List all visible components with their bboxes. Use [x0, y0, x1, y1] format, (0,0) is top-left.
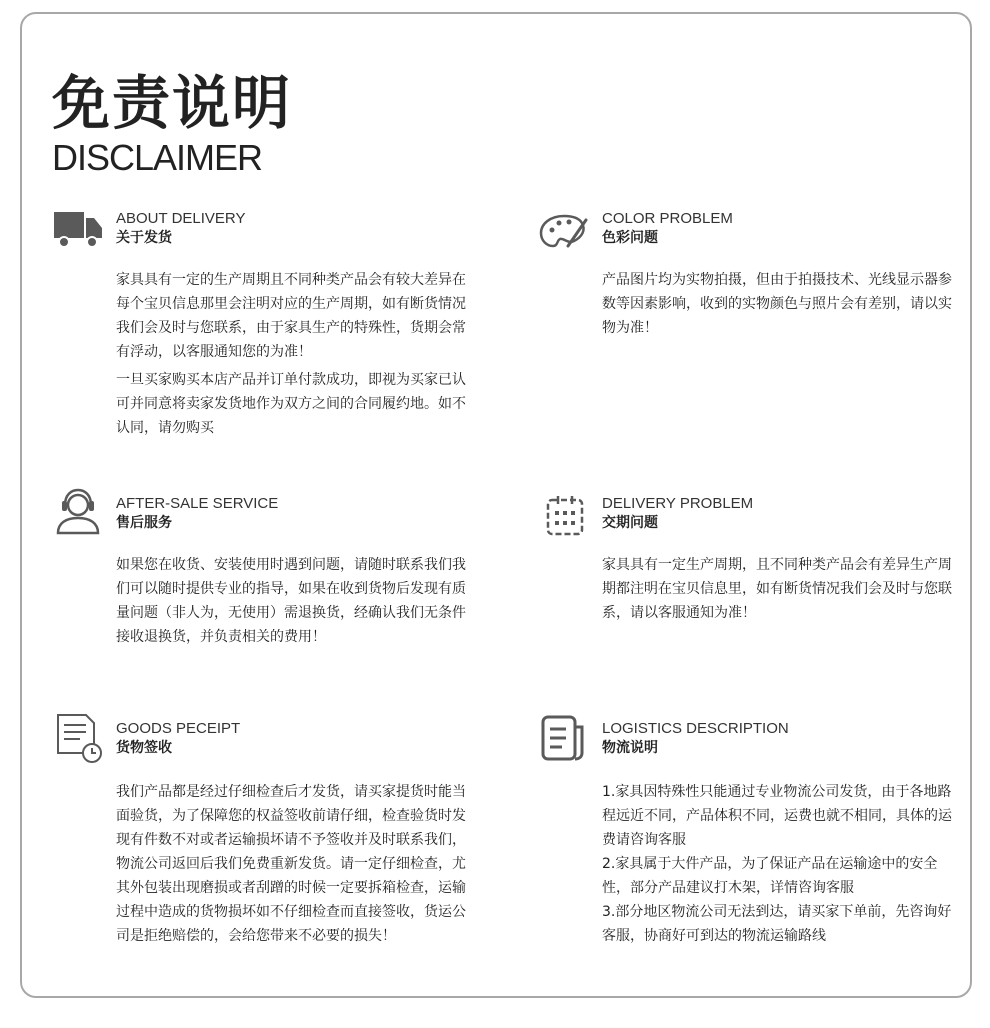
- section-heading-cn: 售后服务: [116, 515, 172, 531]
- section-body: [602, 780, 958, 948]
- section-body: [116, 553, 472, 653]
- section-body: [602, 268, 958, 344]
- paragraph: 我们产品都是经过仔细检查后才发货，请买家提货时能当面验货，为了保障您的权益签收前请仔细，检查验货时发现有件数不对或者运输损坏请不予签收并及时联系我们，物流公司返回后我们免费重新发货。请一定仔细检查，尤其外包装出现磨损或者刮蹭的时候一定要拆箱检查，运输过程中造成的货物损坏如不仔细检查而直接签收，货运公司是拒绝赔偿的，会给您带来不必要的损失！: [116, 784, 466, 944]
- section-body: [602, 553, 958, 629]
- truck-icon: [52, 210, 104, 258]
- section-heading-en: GOODS PECEIPT: [116, 720, 241, 737]
- section-heading-cn: 关于发货: [116, 230, 172, 246]
- palette-icon: [538, 210, 590, 258]
- paragraph: 产品图片均为实物拍摄，但由于拍摄技术、光线显示器参数等因素影响，收到的实物颜色与照片会有差别，请以实物为准！: [602, 272, 952, 336]
- headset-icon: [52, 485, 104, 537]
- document-clock-icon: [52, 710, 104, 764]
- paragraph: 如果您在收货、安装使用时遇到问题，请随时联系我们我们可以随时提供专业的指导，如果在收到货物后发现有质量问题（非人为，无使用）需退换货，经确认我们无条件接收退换货，并负责相关的费用！: [116, 557, 466, 645]
- section-heading-cn: 货物签收: [116, 740, 172, 756]
- paragraph: 3.部分地区物流公司无法到达，请买家下单前，先咨询好客服，协商好可到达的物流运输路线: [602, 904, 952, 944]
- section-heading-en: AFTER-SALE SERVICE: [116, 495, 279, 512]
- page-subtitle: DISCLAIMER: [52, 137, 263, 178]
- section-heading-cn: 物流说明: [602, 740, 658, 756]
- document-icon: [538, 710, 590, 764]
- section-heading-en: LOGISTICS DESCRIPTION: [602, 720, 789, 737]
- paragraph: 2.家具属于大件产品，为了保证产品在运输途中的安全性，部分产品建议打木架，详情咨询客服: [602, 856, 938, 896]
- section-body: [116, 780, 472, 952]
- calendar-icon: [538, 495, 590, 543]
- paragraph: 家具具有一定的生产周期且不同种类产品会有较大差异在每个宝贝信息那里会注明对应的生产周期，如有断货情况我们会及时与您联系，由于家具生产的特殊性，货期会常有浮动，以客服通知您的为准！: [116, 272, 466, 360]
- section-body: [116, 268, 472, 444]
- paragraph: 一旦买家购买本店产品并订单付款成功，即视为买家已认可并同意将卖家发货地作为双方之间的合同履约地。如不认同，请勿购买: [116, 372, 466, 436]
- section-heading-cn: 交期问题: [602, 515, 658, 531]
- section-heading-en: ABOUT DELIVERY: [116, 210, 246, 227]
- section-heading-en: COLOR PROBLEM: [602, 210, 733, 227]
- page-title: 免责说明: [52, 69, 293, 137]
- paragraph: 家具具有一定生产周期，且不同种类产品会有差异生产周期都注明在宝贝信息里，如有断货情况我们会及时与您联系，请以客服通知为准！: [602, 557, 952, 621]
- section-heading-cn: 色彩问题: [602, 230, 658, 246]
- paragraph: 1.家具因特殊性只能通过专业物流公司发货，由于各地路程远近不同，产品体积不同，运费也就不相同，具体的运费请咨询客服: [602, 784, 952, 848]
- section-heading-en: DELIVERY PROBLEM: [602, 495, 754, 512]
